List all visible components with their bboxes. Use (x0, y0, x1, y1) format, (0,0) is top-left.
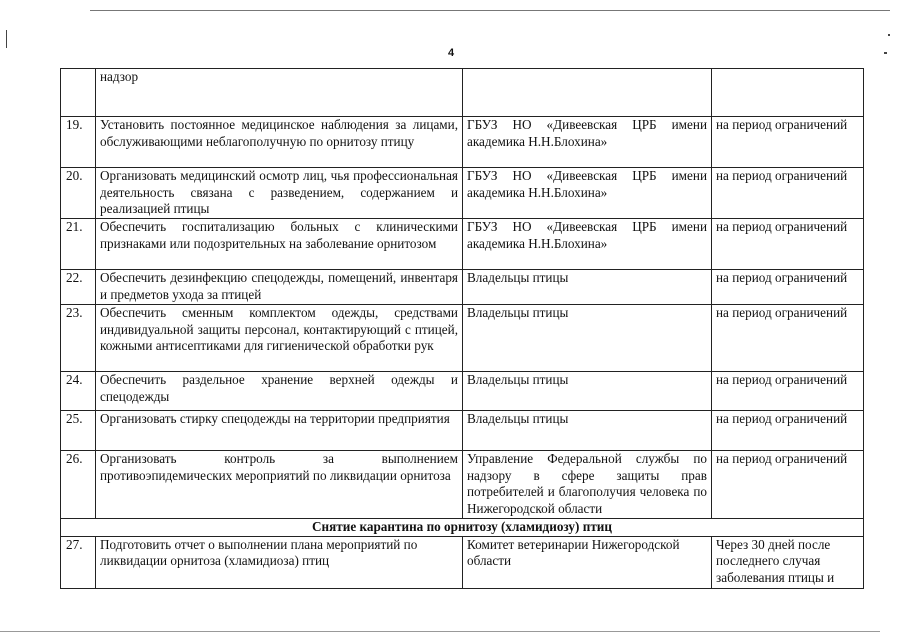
responsible-cell: Владельцы птицы (463, 372, 712, 411)
table-row (61, 270, 864, 305)
responsible-cell: ГБУЗ НО «Дивеевская ЦРБ имени академика Н.Н.Блохина» (463, 168, 712, 219)
responsible-cell (463, 69, 712, 117)
period-cell: Через 30 дней после последнего случая заболевания птицы и (712, 536, 864, 588)
period-cell: на период ограничений (712, 451, 864, 519)
action-cell: надзор (96, 69, 463, 117)
responsible-cell: ГБУЗ НО «Дивеевская ЦРБ имени академика Н.Н.Блохина» (463, 117, 712, 168)
action-cell: Обеспечить госпитализацию больных с клиническими признаками или подозрительных на заболевание орнитозом (96, 219, 463, 270)
responsible-cell: Управление Федеральной службы по надзору в сфере защиты прав потребителей и благополучия человека по Нижегородской области (463, 451, 712, 519)
table-row (61, 117, 864, 168)
scan-artifact-top-line (90, 10, 890, 11)
action-cell: Установить постоянное медицинское наблюдения за лицами, обслуживающими неблагополучную по орнитозу птицу (96, 117, 463, 168)
row-number: 19. (61, 117, 96, 168)
row-number: 26. (61, 451, 96, 519)
row-number (61, 69, 96, 117)
row-number: 20. (61, 168, 96, 219)
table-row (61, 451, 864, 519)
row-number: 25. (61, 411, 96, 451)
scan-artifact-right-mark (888, 34, 890, 36)
action-cell: Организовать медицинский осмотр лиц, чья профессиональная деятельность связана с разведением, содержанием и реализацией птицы (96, 168, 463, 219)
responsible-cell: Владельцы птицы (463, 411, 712, 451)
period-cell: на период ограничений (712, 270, 864, 305)
action-cell: Организовать стирку спецодежды на территории предприятия (96, 411, 463, 451)
responsible-cell: Владельцы птицы (463, 305, 712, 372)
responsible-cell: ГБУЗ НО «Дивеевская ЦРБ имени академика Н.Н.Блохина» (463, 219, 712, 270)
responsible-cell: Владельцы птицы (463, 270, 712, 305)
table-row (61, 411, 864, 451)
section-title: Снятие карантина по орнитозу (хламидиозу) птиц (61, 519, 864, 537)
action-cell: Обеспечить дезинфекцию спецодежды, помещений, инвентаря и предметов ухода за птицей (96, 270, 463, 305)
table-row (61, 372, 864, 411)
measures-table (60, 68, 864, 589)
action-cell: Обеспечить сменным комплектом одежды, средствами индивидуальной защиты персонал, контактирующий с птицей, кожными антисептиками для гигиенической обработки рук (96, 305, 463, 372)
table-row (61, 219, 864, 270)
row-number: 23. (61, 305, 96, 372)
period-cell (712, 69, 864, 117)
table-row (61, 536, 864, 588)
period-cell: на период ограничений (712, 117, 864, 168)
row-number: 27. (61, 536, 96, 588)
table-row (61, 305, 864, 372)
period-cell: на период ограничений (712, 305, 864, 372)
action-cell: Обеспечить раздельное хранение верхней одежды и спецодежды (96, 372, 463, 411)
row-number: 24. (61, 372, 96, 411)
row-number: 21. (61, 219, 96, 270)
period-cell: на период ограничений (712, 168, 864, 219)
action-cell: Подготовить отчет о выполнении плана мероприятий по ликвидации орнитоза (хламидиоза) птиц (96, 536, 463, 588)
responsible-cell: Комитет ветеринарии Нижегородской области (463, 536, 712, 588)
table-row (61, 168, 864, 219)
period-cell: на период ограничений (712, 411, 864, 451)
table-row (61, 69, 864, 117)
period-cell: на период ограничений (712, 372, 864, 411)
section-header-row (61, 519, 864, 537)
scan-artifact-right-mark-2 (884, 52, 887, 54)
page-number: 4 (448, 47, 455, 59)
scan-artifact-bottom-line (0, 631, 880, 632)
period-cell: на период ограничений (712, 219, 864, 270)
row-number: 22. (61, 270, 96, 305)
scan-artifact-left-mark (6, 30, 7, 48)
action-cell: Организовать контроль за выполнением противоэпидемических мероприятий по ликвидации орнитоза (96, 451, 463, 519)
